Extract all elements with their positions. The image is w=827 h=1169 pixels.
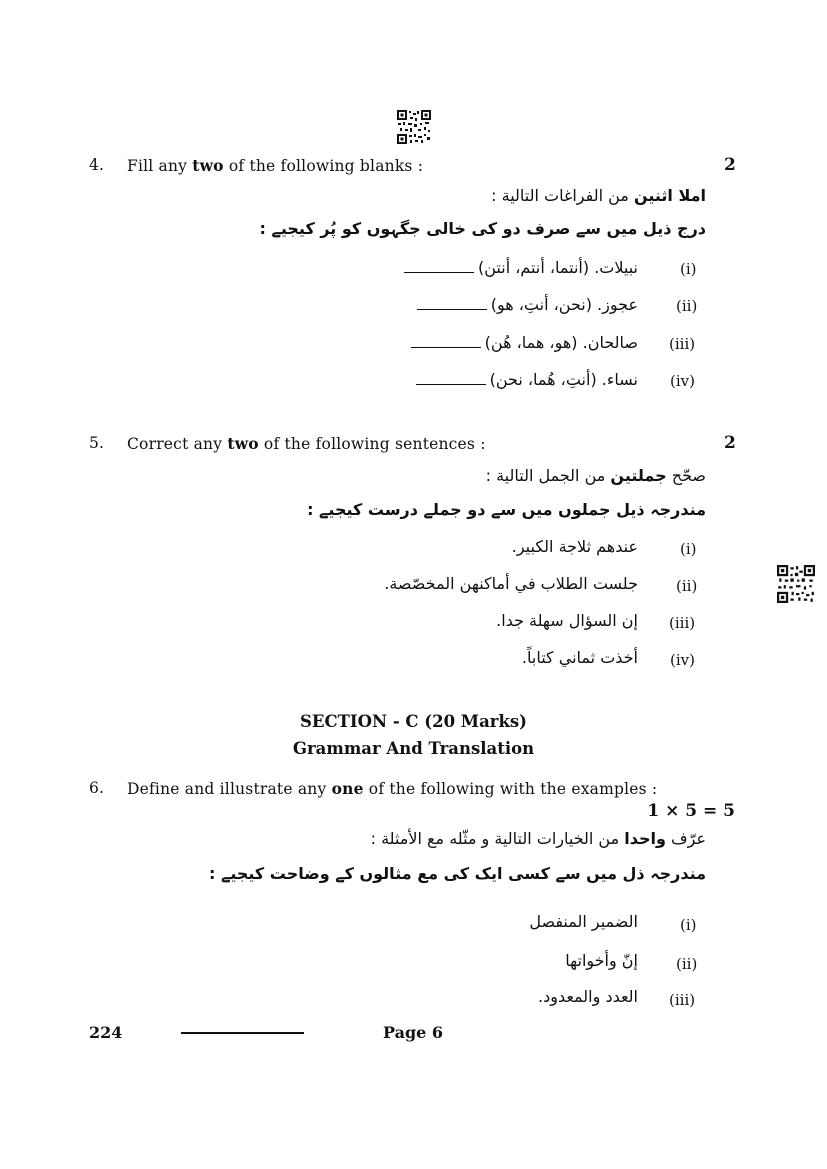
q6-text-bold: one [331,779,364,798]
q5-item-num: (ii) [676,577,698,595]
q5-arabic-bold: جملتين [610,466,667,485]
answer-blank [417,308,487,310]
q4-item-text: صالحان. (هو، هما، هُن) [407,333,638,352]
q6-arabic-instruction [371,829,706,848]
q5-item-text: عندهم ثلاجة الكبير. [511,537,638,556]
q5-text-bold: two [227,434,259,453]
q4-english-instruction [127,156,423,175]
q4-text-pre: Fill any [127,157,193,175]
q6-arabic-rest: من الخيارات التالية و مثّله مع الأمثلة : [370,829,625,848]
q4-item-num: (i) [680,260,697,278]
q4-marks: 2 [724,155,736,175]
answer-blank [416,383,486,385]
q6-arabic-bold: واحدا [624,829,666,848]
q5-item-text: إن السؤال سهلة جدا. [496,611,638,630]
side-qr-code-icon [777,565,815,603]
q5-text-pre: Correct any [127,435,228,453]
q5-item-num: (iii) [669,614,696,632]
q6-item-text: إنّ وأخواتها [565,951,638,970]
q6-item-num: (iii) [669,991,696,1009]
q4-item-text: نساء. (أنتِ، هُما، نحن) [412,370,638,389]
q6-number: 6. [89,779,105,797]
q5-english-instruction [127,434,486,453]
answer-blank [404,271,474,273]
q5-item-text: أخذت ثماني كتاباً. [521,648,638,667]
q6-item-num: (i) [680,916,697,934]
top-qr-code-icon [397,110,431,144]
answer-blank [411,346,481,348]
footer-divider [181,1032,304,1034]
q5-arabic-instruction [486,466,706,485]
q5-number: 5. [89,434,105,452]
paper-code: 224 [89,1023,123,1042]
q4-item-num: (iv) [670,372,695,390]
q6-text-pre: Define and illustrate any [127,780,332,798]
q4-arabic-rest: من الفراغات التالية : [491,186,634,205]
q6-urdu-instruction: مندرجہ ذل میں سے کسی ایک کی مع مثالوں کے وضاحت کیجیے : [208,864,706,883]
q4-arabic-bold: املا اثنين [633,186,706,205]
q4-item-text: عجوز. (نحن، أنتِ، هو) [413,295,638,314]
q6-item-text: العدد والمعدود. [538,987,638,1006]
q6-text-post: of the following with the examples : [363,780,658,798]
q5-text-post: of the following sentences : [258,435,486,453]
q5-urdu-instruction: مندرجہ ذیل جملوں میں سے دو جملے درست کیجیے : [307,500,706,519]
q6-english-instruction [127,779,657,798]
q4-item-text: نبيلات. (أنتما، أنتم، أنتن) [400,258,638,277]
q6-item-num: (ii) [676,955,698,973]
q5-item-num: (i) [680,540,697,558]
q5-item-text: جلست الطلاب في أماكنهن المخصّصة. [384,574,638,593]
q6-arabic-pre: عرّف [665,829,706,848]
q4-item-num: (iii) [669,335,696,353]
q5-item-num: (iv) [670,651,695,669]
q4-number: 4. [89,156,105,174]
q5-arabic-pre: صحّح [666,466,706,485]
section-subtitle: Grammar And Translation [292,739,535,758]
q4-urdu-instruction: درج ذیل میں سے صرف دو کی خالی جگہوں کو پُر کیجیے : [259,219,706,238]
q4-arabic-instruction [491,186,706,205]
q4-text-bold: two [192,156,224,175]
q4-text-post: of the following blanks : [223,157,424,175]
page-number: Page 6 [383,1023,444,1042]
q5-marks: 2 [724,433,736,453]
q6-item-text: الضمير المنفصل [529,912,638,931]
q4-item-num: (ii) [676,297,698,315]
section-title: SECTION - C (20 Marks) [300,712,527,731]
q6-marks: 1 × 5 = 5 [647,801,735,821]
q5-arabic-rest: من الجمل التالية : [485,466,611,485]
